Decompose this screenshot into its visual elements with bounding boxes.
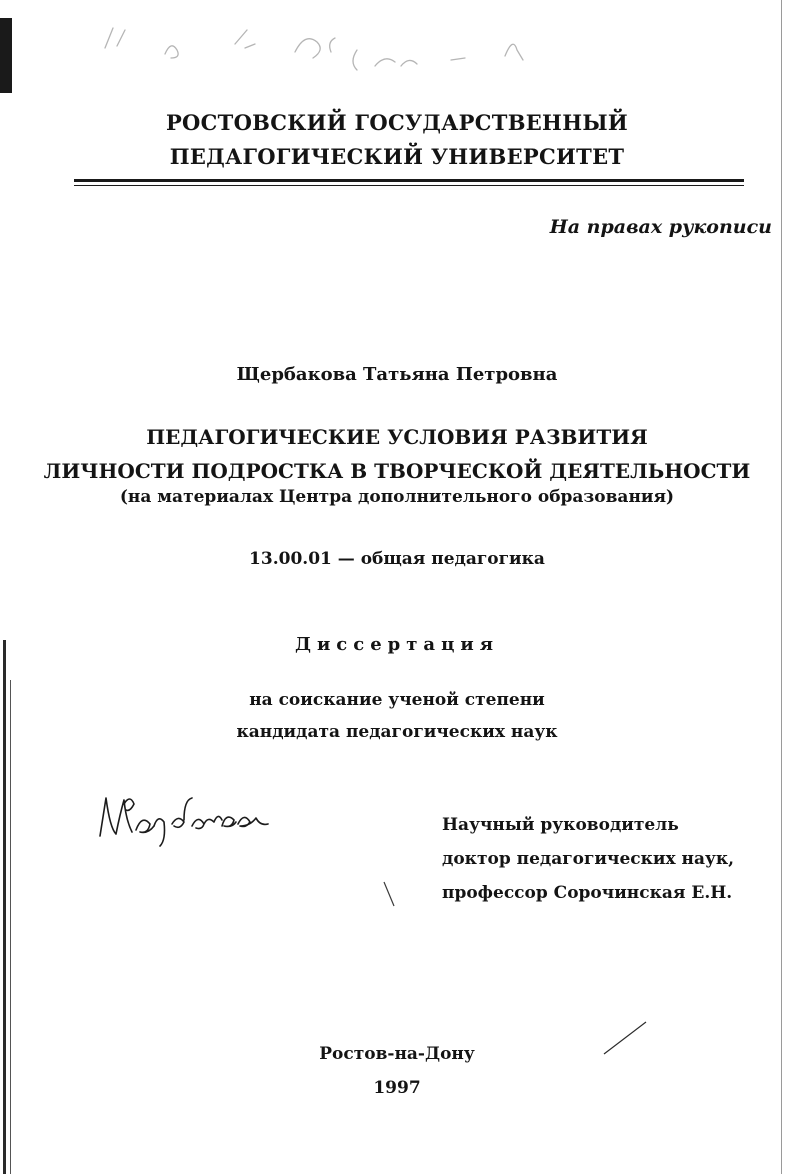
university-name-line1: РОСТОВСКИЙ ГОСУДАРСТВЕННЫЙ xyxy=(165,110,629,135)
faint-pencil-marks xyxy=(95,8,535,78)
specialty-code: 13.00.01 — общая педагогика xyxy=(249,549,545,569)
scan-edge-mark xyxy=(0,18,12,93)
degree-line1: на соискание ученой степени xyxy=(249,690,545,710)
scientific-supervisor xyxy=(442,808,734,910)
supervisor-degree: доктор педагогических наук, xyxy=(442,849,735,869)
title-line1: ПЕДАГОГИЧЕСКИЕ УСЛОВИЯ РАЗВИТИЯ xyxy=(146,425,648,449)
supervisor-name: профессор Сорочинская Е.Н. xyxy=(442,883,733,903)
manuscript-rights-note: На правах рукописи xyxy=(549,216,772,238)
header-rule xyxy=(74,179,744,182)
degree-line2: кандидата педагогических наук xyxy=(236,722,558,742)
handwritten-signature xyxy=(92,786,277,856)
author-name: Щербакова Татьяна Петровна xyxy=(236,364,558,385)
university-name xyxy=(0,106,794,174)
year: 1997 xyxy=(373,1078,421,1098)
scan-edge-right xyxy=(781,0,782,1174)
place-and-year xyxy=(0,1037,794,1105)
supervisor-label: Научный руководитель xyxy=(442,815,679,835)
pencil-mark xyxy=(380,880,400,910)
document-type: Диссертация xyxy=(294,634,500,655)
university-name-line2: ПЕДАГОГИЧЕСКИЙ УНИВЕРСИТЕТ xyxy=(169,144,625,169)
dissertation-title xyxy=(0,420,794,488)
header-rule-thin xyxy=(74,185,744,186)
degree-sought xyxy=(0,684,794,748)
title-line2: ЛИЧНОСТИ ПОДРОСТКА В ТВОРЧЕСКОЙ ДЕЯТЕЛЬНОСТИ xyxy=(43,459,751,483)
place: Ростов-на-Дону xyxy=(319,1044,475,1064)
dissertation-subtitle: (на материалах Центра дополнительного образования) xyxy=(119,487,675,507)
pencil-slash-mark xyxy=(600,1018,650,1058)
